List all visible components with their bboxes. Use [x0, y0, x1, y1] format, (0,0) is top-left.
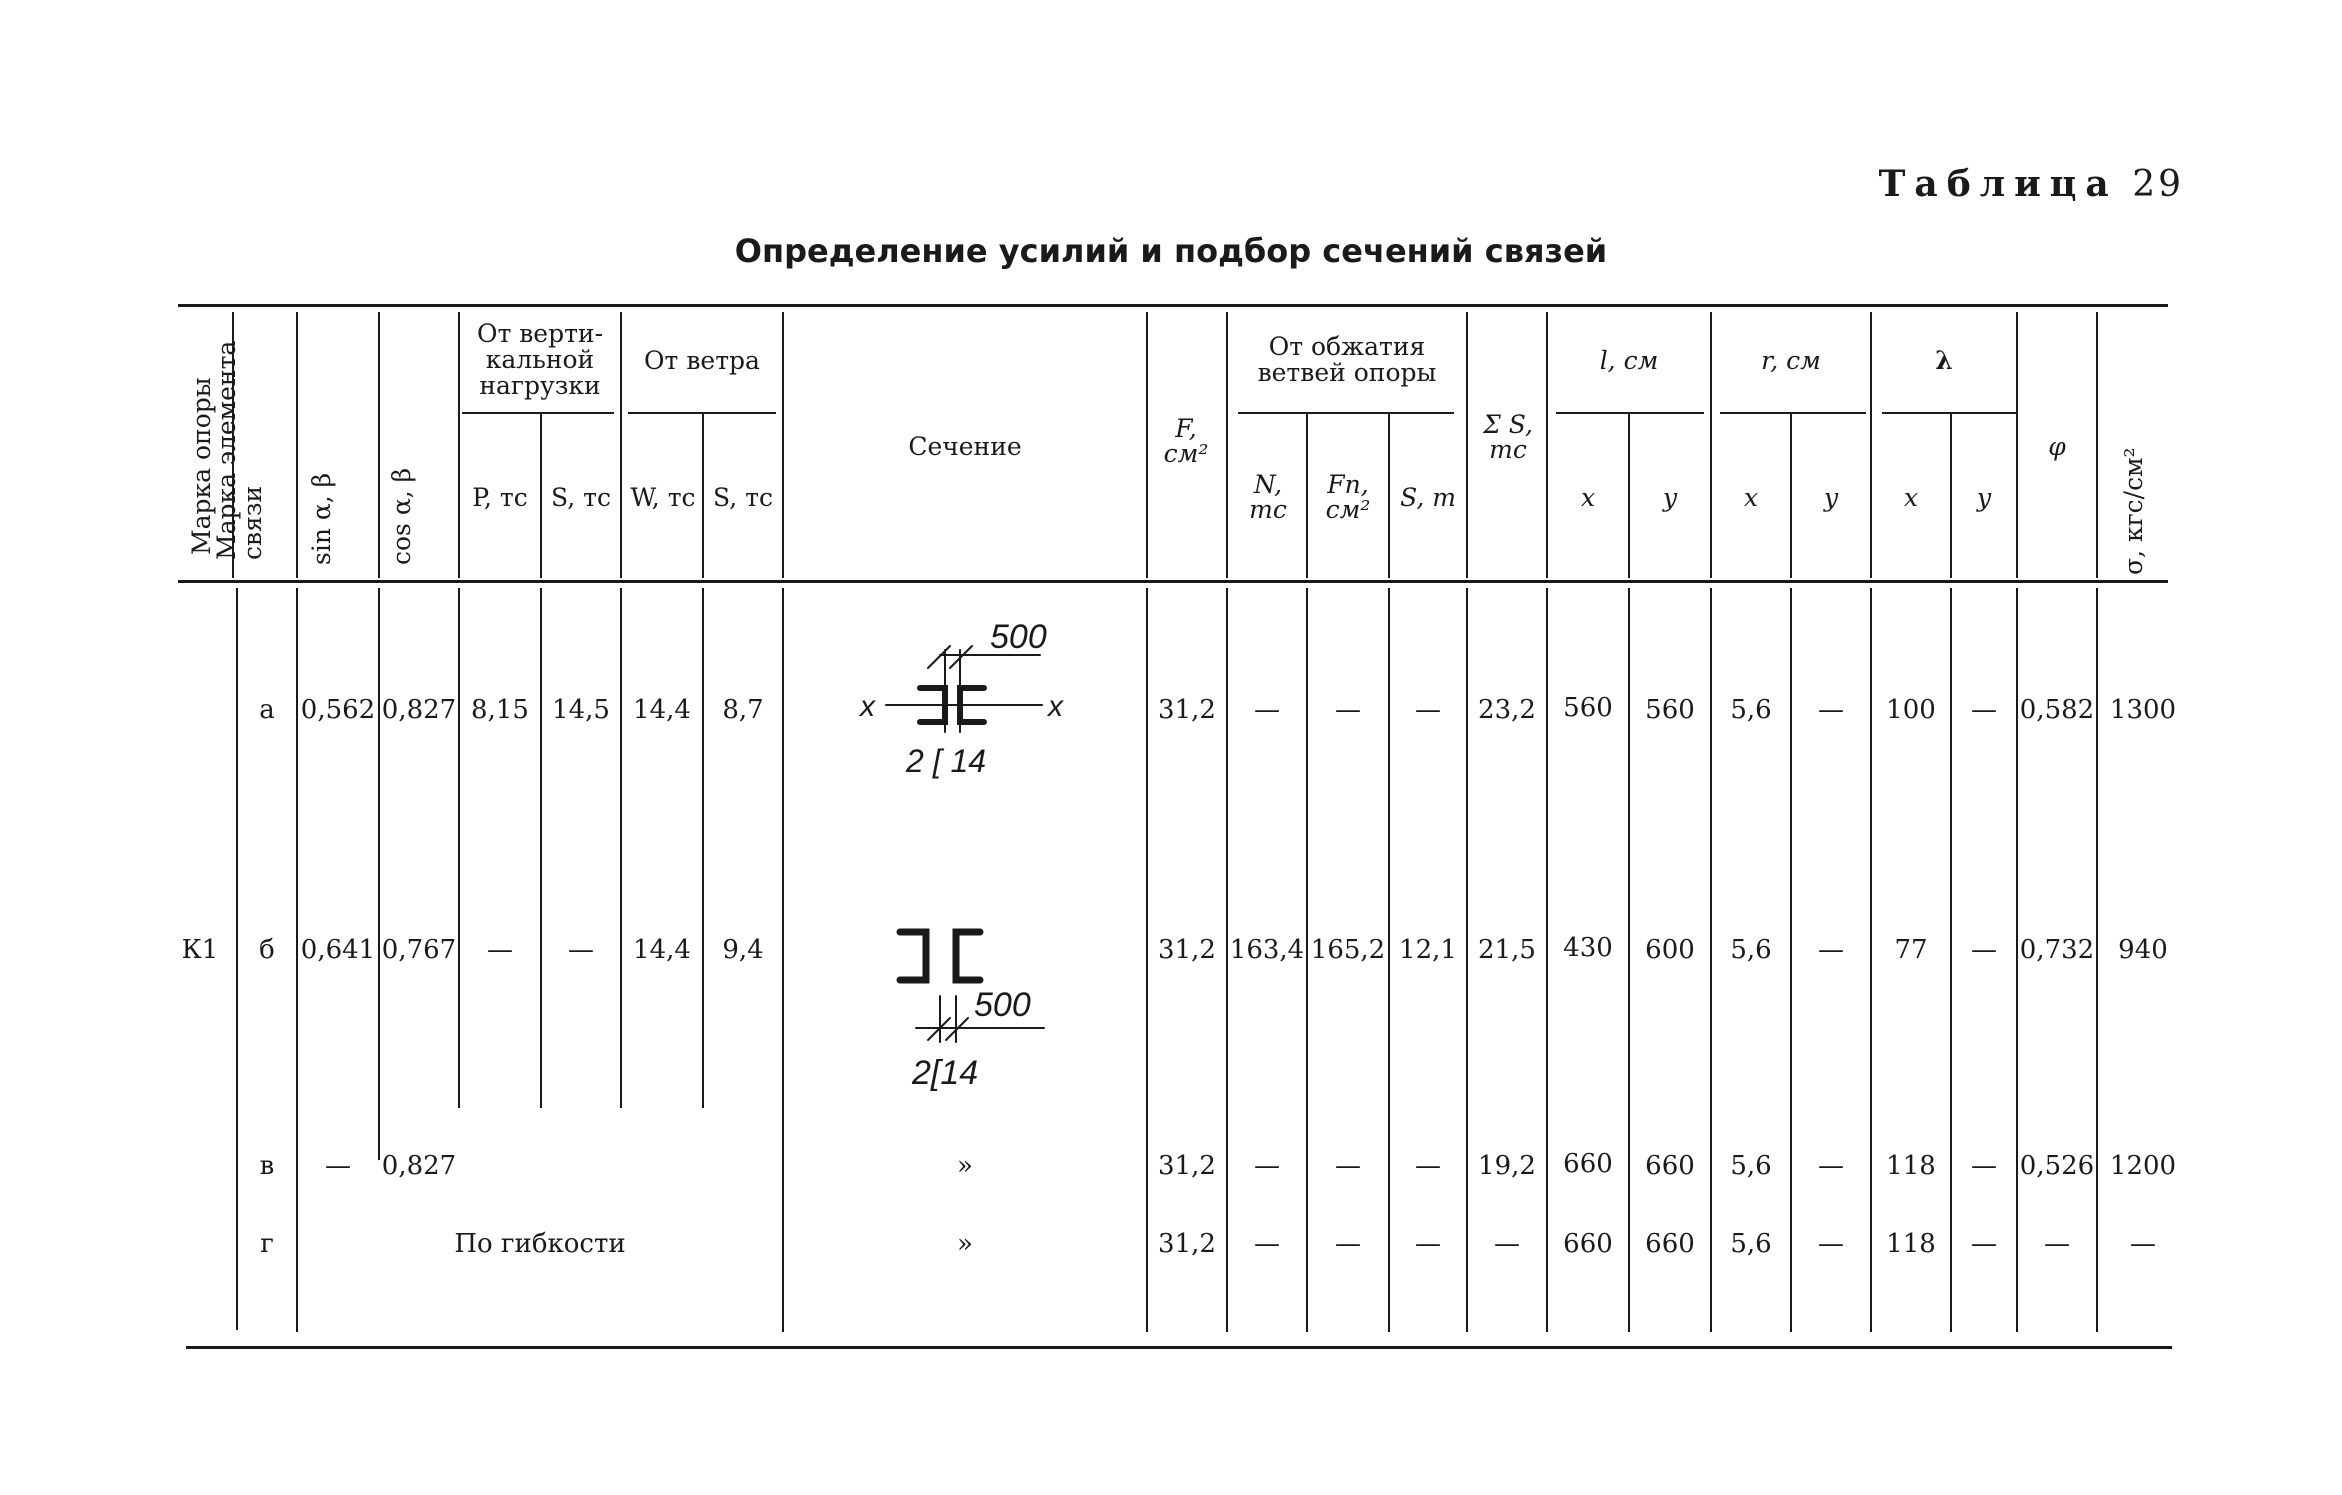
cell-N: — [1254, 695, 1280, 725]
sketch-a-axis-left: x [860, 690, 875, 723]
header-r-x: x [1743, 482, 1759, 512]
cell-sigma: — [2130, 1229, 2156, 1259]
cell-lamy: — [1971, 1229, 1997, 1259]
cell-lamx: 118 [1886, 1151, 1936, 1181]
cell-rx: 5,6 [1730, 695, 1772, 725]
sketch-a-dimension: 500 [990, 618, 1047, 656]
page-title: Определение усилий и подбор сечений связей [734, 232, 1608, 270]
col-rule [2096, 312, 2098, 578]
header-wind-S: S, тс [713, 482, 773, 512]
header-bottom-rule [178, 580, 2168, 583]
cell-F: 31,2 [1158, 935, 1216, 965]
cell-F: 31,2 [1158, 695, 1216, 725]
header-lambda-y: y [1976, 482, 1992, 512]
cell-element: г [260, 1229, 274, 1259]
cell-element: б [259, 935, 275, 965]
header-compress: От обжатия ветвей опоры [1257, 332, 1437, 387]
cell-sumS: 23,2 [1478, 695, 1536, 725]
cell-cos: 0,827 [381, 1151, 457, 1181]
cell-ry: — [1818, 695, 1844, 725]
cell-ly: 560 [1645, 695, 1695, 725]
sketch-a-profile: 2 [ 14 [906, 743, 987, 779]
header-mark-element: Марка элемента связи [212, 340, 268, 560]
cell-ly: 660 [1645, 1151, 1695, 1181]
cell-ly: 600 [1645, 935, 1695, 965]
col-rule [378, 312, 380, 578]
col-rule [620, 588, 622, 1108]
col-rule [540, 588, 542, 1108]
cell-element: в [259, 1151, 275, 1181]
cell-phi: 0,732 [2019, 935, 2095, 965]
cell-rx: 5,6 [1730, 1229, 1772, 1259]
header-vert-load: От верти-кальной нагрузки [476, 319, 604, 400]
support-mark: К1 [181, 935, 219, 965]
header-vert-P: P, тс [472, 482, 528, 512]
col-rule [1306, 414, 1308, 578]
header-comp-N: N, тс [1249, 470, 1287, 524]
cell-cos: 0,767 [381, 935, 457, 965]
col-rule [458, 588, 460, 1108]
header-sin: sin α, β [307, 472, 336, 565]
cell-ry: — [1818, 1151, 1844, 1181]
cell-N: 163,4 [1229, 935, 1305, 965]
cell-sigma: 1300 [2109, 695, 2177, 725]
cell-sigma: 1200 [2109, 1151, 2177, 1181]
cell-ry: — [1818, 1229, 1844, 1259]
cell-Sw: 9,4 [722, 935, 764, 965]
cell-sin: 0,562 [300, 695, 376, 725]
sketch-b-dimension: 500 [974, 986, 1031, 1024]
cell-Sw: 8,7 [722, 695, 764, 725]
cell-F: 31,2 [1158, 1151, 1216, 1181]
cell-lamx: 100 [1886, 695, 1936, 725]
col-rule [296, 312, 298, 578]
table-top-rule [178, 304, 2168, 307]
table-number [1879, 163, 2184, 205]
cell-element: а [259, 695, 275, 725]
cell-Fn: 165,2 [1310, 935, 1386, 965]
cell-lx: 660 [1563, 1229, 1613, 1259]
table-label: Таблица [1878, 163, 2118, 205]
header-mark-support: Марка опоры [187, 377, 216, 555]
cell-Sc: 12,1 [1399, 935, 1457, 965]
header-wind-W: W, тс [630, 482, 696, 512]
cell-ry: — [1818, 935, 1844, 965]
section-sketch-b [870, 912, 1090, 1102]
cell-N: — [1254, 1151, 1280, 1181]
cell-lamx: 118 [1886, 1229, 1936, 1259]
cell-W: 14,4 [633, 935, 691, 965]
header-section: Сечение [908, 431, 1022, 461]
cell-W: 14,4 [633, 695, 691, 725]
cell-Sc: — [1415, 695, 1441, 725]
header-wind: От ветра [644, 345, 760, 375]
sketch-a-axis-right: x [1048, 690, 1063, 723]
header-sumS: Σ S, тс [1483, 410, 1533, 464]
header-l: l, см [1599, 345, 1659, 375]
col-rule [702, 588, 704, 1108]
cell-lamy: — [1971, 695, 1997, 725]
cell-sin: 0,641 [300, 935, 376, 965]
header-lambda-x: x [1903, 482, 1919, 512]
cell-lx: 430 [1563, 933, 1613, 963]
cell-cos: 0,827 [381, 695, 457, 725]
header-comp-S: S, т [1400, 482, 1456, 512]
cell-Sc: — [1415, 1229, 1441, 1259]
cell-F: 31,2 [1158, 1229, 1216, 1259]
cell-rx: 5,6 [1730, 935, 1772, 965]
header-phi: φ [2048, 431, 2066, 461]
cell-sumS: 19,2 [1478, 1151, 1536, 1181]
cell-Sv: 14,5 [552, 695, 610, 725]
cell-sumS: 21,5 [1478, 935, 1536, 965]
cell-lamy: — [1971, 935, 1997, 965]
header-r: r, см [1761, 345, 1821, 375]
section-sketch-a [850, 610, 1090, 790]
cell-Fn: — [1335, 1151, 1361, 1181]
cell-lamx: 77 [1894, 935, 1928, 965]
cell-N: — [1254, 1229, 1280, 1259]
cell-sigma: 940 [2118, 935, 2168, 965]
col-rule [378, 588, 380, 1160]
cell-lamy: — [1971, 1151, 1997, 1181]
col-rule [1146, 312, 1148, 578]
header-l-x: x [1580, 482, 1596, 512]
cell-phi: 0,582 [2019, 695, 2095, 725]
header-r-y: y [1823, 482, 1839, 512]
cell-P: 8,15 [471, 695, 529, 725]
cell-span-note: По гибкости [454, 1229, 626, 1259]
cell-phi: — [2044, 1229, 2070, 1259]
col-rule [782, 588, 784, 1332]
table-bottom-rule [186, 1346, 2172, 1349]
cell-section: » [957, 1151, 973, 1181]
header-F: F, см² [1163, 414, 1209, 468]
cell-phi: 0,526 [2019, 1151, 2095, 1181]
cell-Fn: — [1335, 1229, 1361, 1259]
col-rule [1466, 312, 1468, 578]
cell-lx: 660 [1563, 1149, 1613, 1179]
header-vert-S: S, тс [551, 482, 611, 512]
cell-lx: 560 [1563, 693, 1613, 723]
cell-Sv: — [568, 935, 594, 965]
table-number-value: 29 [2132, 164, 2184, 205]
cell-Sc: — [1415, 1151, 1441, 1181]
header-cos: cos α, β [387, 467, 416, 565]
cell-sin: — [325, 1151, 351, 1181]
header-l-y: y [1662, 482, 1678, 512]
cell-ly: 660 [1645, 1229, 1695, 1259]
cell-section: » [957, 1229, 973, 1259]
header-sigma: σ, кгс/см² [2119, 447, 2148, 575]
cell-sumS: — [1494, 1229, 1520, 1259]
cell-rx: 5,6 [1730, 1151, 1772, 1181]
sketch-b-profile: 2[14 [912, 1054, 979, 1092]
cell-P: — [487, 935, 513, 965]
header-lambda: λ [1935, 345, 1953, 375]
cell-Fn: — [1335, 695, 1361, 725]
header-comp-Fn: Fn, см² [1325, 470, 1371, 524]
